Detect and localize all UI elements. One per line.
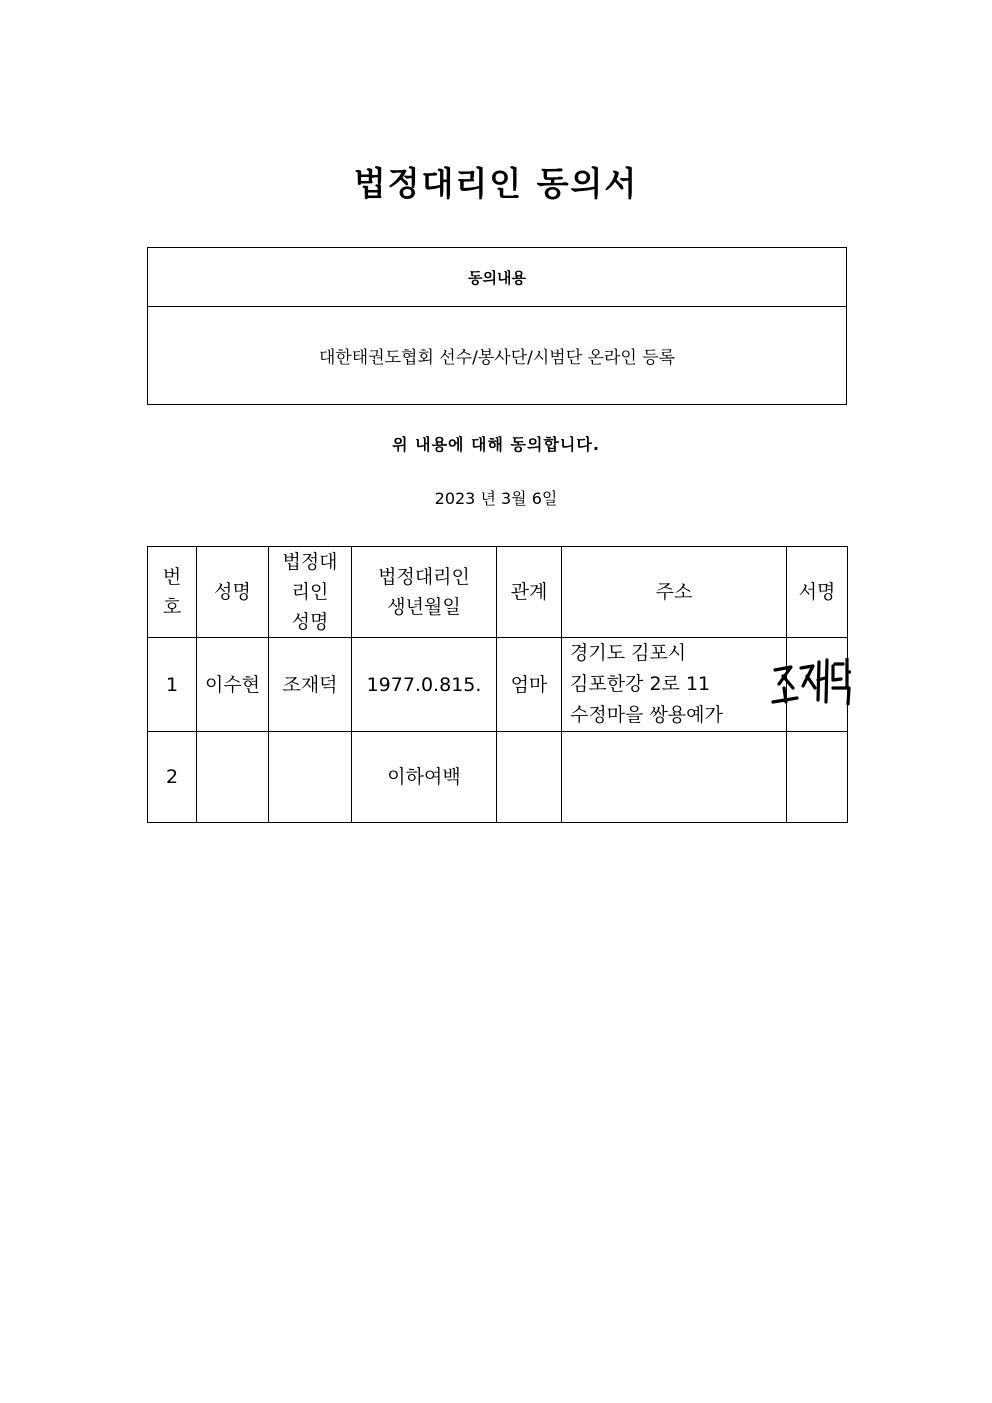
cell-no: 1 (148, 638, 197, 732)
cell-guardian-birth: 1977.0.815. (352, 638, 497, 732)
cell-signature (787, 638, 848, 732)
cell-name (197, 732, 269, 823)
cell-guardian-name (269, 732, 352, 823)
header-no: 번 호 (148, 547, 197, 638)
consent-box (147, 247, 847, 405)
header-guardian-birth: 법정대리인 생년월일 (352, 547, 497, 638)
cell-address (562, 732, 787, 823)
table-row (148, 732, 848, 823)
cell-no: 2 (148, 732, 197, 823)
cell-relation: 엄마 (497, 638, 562, 732)
header-guardian-name: 법정대 리인 성명 (269, 547, 352, 638)
header-address: 주소 (562, 547, 787, 638)
header-signature: 서명 (787, 547, 848, 638)
cell-signature (787, 732, 848, 823)
cell-guardian-name: 조재덕 (269, 638, 352, 732)
header-name: 성명 (197, 547, 269, 638)
cell-guardian-birth: 이하여백 (352, 732, 497, 823)
consent-content: 대한태권도협회 선수/봉사단/시범단 온라인 등록 (318, 348, 676, 368)
document-title: 법정대리인 동의서 (353, 164, 639, 203)
agreement-date: 2023 년 3월 6일 (434, 489, 558, 508)
header-relation: 관계 (497, 547, 562, 638)
table-row (148, 638, 848, 732)
table-header-row (148, 547, 848, 638)
cell-name: 이수현 (197, 638, 269, 732)
handwritten-signature (771, 658, 851, 706)
cell-relation (497, 732, 562, 823)
cell-address: 경기도 김포시 김포한강 2로 11 수정마을 쌍용예가 (562, 638, 787, 732)
registration-table (147, 546, 848, 823)
agreement-statement: 위 내용에 대해 동의합니다. (392, 435, 600, 454)
consent-header: 동의내용 (148, 248, 846, 307)
